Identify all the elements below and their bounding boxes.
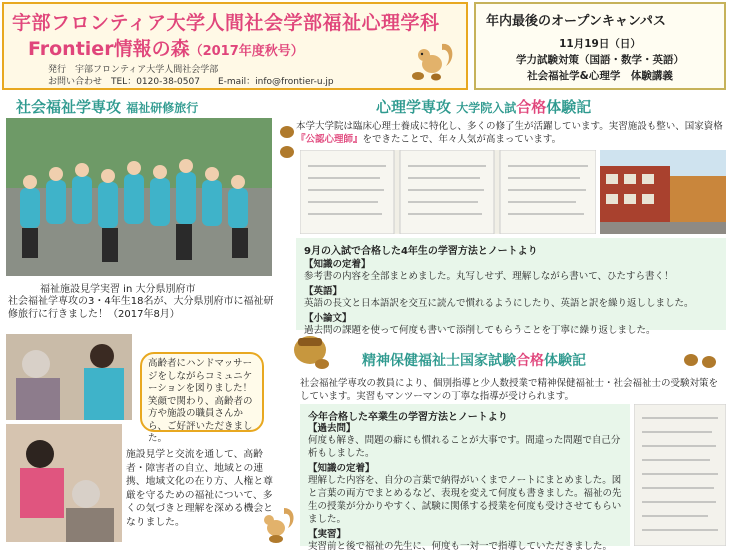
psychology-major: 心理学専攻 <box>376 98 452 116</box>
squirrel-icon <box>256 504 296 544</box>
group-photo-caption: 福祉施設見学実習 in 大分県別府市 <box>40 284 196 295</box>
psychology-intro-b: をできたことで、年々人気が高まっています。 <box>362 134 562 145</box>
note-label: 【知識の定着】 <box>308 463 375 474</box>
note-label: 【小論文】 <box>304 313 352 324</box>
exam-pass: 合格 <box>516 353 544 369</box>
newsletter-issue: （2017年度秋号） <box>189 44 304 59</box>
psychology-exam: 大学院入試 <box>456 101 517 115</box>
psychology-intro-highlight: 『公認心理師』 <box>296 134 363 145</box>
publisher-line: 発行 宇部フロンティア大学人間社会学部 <box>48 65 219 75</box>
acorn-cluster-icon <box>290 330 332 370</box>
exam-story: 体験記 <box>544 353 586 369</box>
note-label: 【実習】 <box>308 529 347 540</box>
welfare-trip-label: 福祉研修旅行 <box>126 101 199 115</box>
acorn-icon <box>684 354 698 366</box>
note-label: 【過去問】 <box>308 423 356 434</box>
publisher-info <box>48 64 334 88</box>
group-photo-graphic <box>6 118 272 276</box>
contact-line: お問い合わせ TEL：0120-38-0507 E-mail：info@frontier-u.jp <box>48 77 334 87</box>
note-text: 理解した内容を、自分の言葉で納得がいくまでノートにまとめました。図と言葉の両方でまとめるなど、表現を変えて何度も書きました。福祉の先生の授業が分かりやすく、試験に関係する授業を何度も受けさせてもらいました。 <box>308 475 622 525</box>
open-campus-date: 11月19日（日） <box>559 38 641 50</box>
hand-massage-bubble: 高齢者にハンドマッサージをしながらコミュニケーションを図りました！ 笑顔で関わり、高齢者の方や施設の職員さんから、ご好評いただきました。 <box>140 352 264 432</box>
welfare-trip-body: 社会福祉学専攻の3・4年生18名が、大分県別府市に福祉研修旅行に行きました！（2017年8月） <box>8 296 274 320</box>
exam-notes-list <box>308 420 626 553</box>
newsletter-name: Frontier情報の森 <box>28 38 190 60</box>
open-campus-exam: 学力試験対策（国語・数学・英語） <box>516 54 684 66</box>
building-graphic <box>600 150 726 234</box>
psychology-notes-photo <box>300 150 596 234</box>
welfare-major: 社会福祉学専攻 <box>16 98 122 116</box>
acorn-icon <box>280 146 294 158</box>
exchange-graphic <box>6 424 122 542</box>
note-text: 参考書の内容を全部まとめました。丸写しせず、理解しながら書いて、ひたすら書く！ <box>304 271 674 282</box>
note-text: 実習前と後で福祉の先生に、何度も一対一で指導していただきました。 <box>308 541 613 552</box>
acorn-icon <box>702 356 716 368</box>
note-label: 【知識の定着】 <box>304 259 371 270</box>
welfare-trip-title <box>16 96 198 117</box>
exchange-photo <box>6 424 122 542</box>
newsletter-title <box>28 34 304 61</box>
note-text: 過去問の課題を使って何度も書いて添削してもらうことを丁寧に繰り返しました。 <box>304 325 656 336</box>
acorn-icon <box>280 126 294 138</box>
note-label: 【英語】 <box>304 286 343 297</box>
exam-notes-graphic <box>634 404 726 546</box>
exam-intro: 社会福祉学専攻の教員により、個別指導と少人数授業で精神保健福祉士・社会福祉士の受験対策をしています。実習もマンツーマンの丁寧な指導が受けられます。 <box>300 378 719 402</box>
psychology-intro-a: 本学大学院は臨床心理士養成に特化し、多くの修了生が活躍しています。実習施設も整い、国家資格 <box>296 121 723 132</box>
welfare-trip-reflection: 施設見学と交流を通して、高齢者・障害者の自立、地域との連携、地域文化の在り方、人権と尊厳を守るための福祉について、多くの気づきと理解を深める機会となりました。 <box>126 449 273 528</box>
exam-name: 精神保健福祉士国家試験 <box>362 353 516 369</box>
squirrel-icon <box>408 38 456 82</box>
exam-notes-title: 今年合格した卒業生の学習方法とノートより <box>308 412 508 423</box>
note-text: 英語の長文と日本語訳を交互に読んで慣れるようにしたり、英語と訳を繰り返ししました。 <box>304 298 694 309</box>
hand-massage-graphic <box>6 334 132 420</box>
psychology-intro <box>296 120 726 146</box>
psychology-notes-list <box>304 256 722 337</box>
note-text: 何度も解き、問題の癖にも慣れることが大事です。間違った問題で自己分析もしました。 <box>308 435 621 459</box>
psychology-notes-title: 9月の入試で合格した4年生の学習方法とノートより <box>304 246 538 257</box>
open-campus-title: 年内最後のオープンキャンパス <box>486 14 666 29</box>
psychology-title <box>376 96 591 117</box>
hand-massage-photo <box>6 334 132 420</box>
psychology-pass: 合格 <box>516 98 547 116</box>
psychology-story: 体験記 <box>546 98 592 116</box>
exam-notes-photo <box>634 404 726 546</box>
open-campus-lecture: 社会福祉学&心理学 体験講義 <box>527 70 673 82</box>
campus-building-photo <box>600 150 726 234</box>
group-photo <box>6 118 272 276</box>
exam-title <box>362 350 586 370</box>
department-title: 宇部フロンティア大学人間社会学部福祉心理学科 <box>12 12 440 34</box>
notes-graphic <box>300 150 596 234</box>
